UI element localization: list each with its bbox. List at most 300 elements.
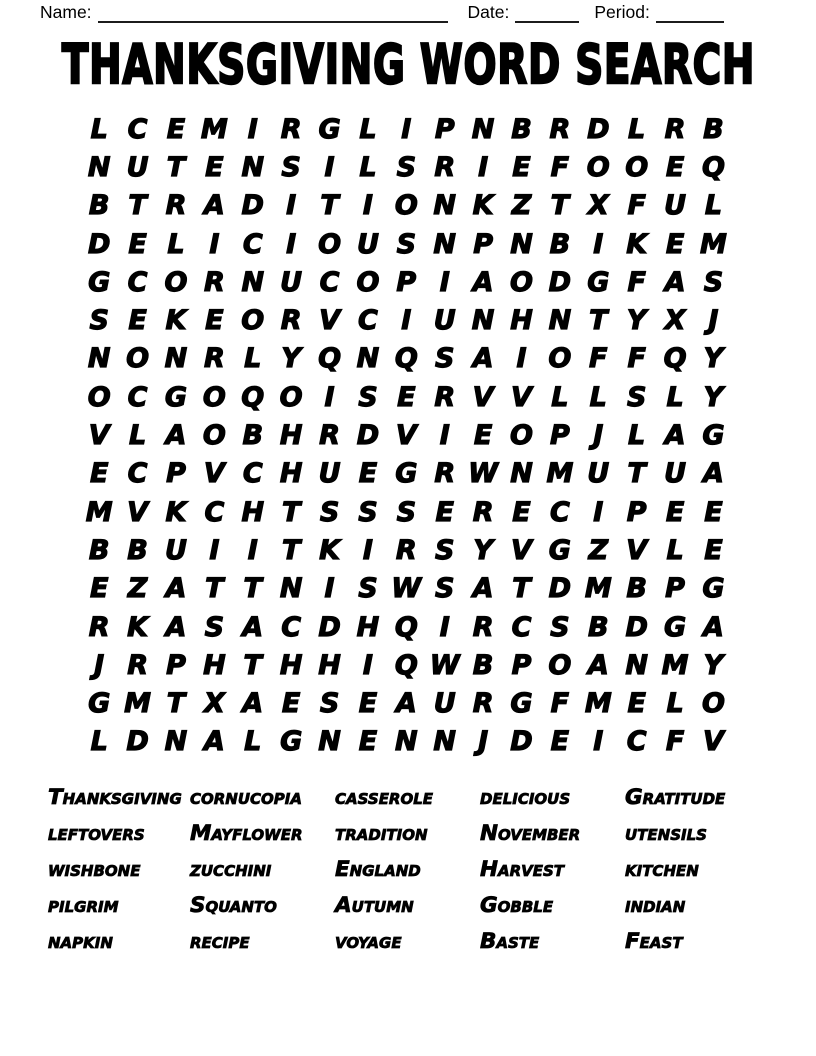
grid-cell: N xyxy=(87,343,111,375)
grid-cell: R xyxy=(472,496,494,528)
grid-cell: B xyxy=(88,190,110,222)
grid-cell: J xyxy=(708,305,719,337)
grid-cell: J xyxy=(593,420,604,452)
grid-cell: I xyxy=(593,496,604,528)
grid-cell: K xyxy=(626,228,648,260)
word-list-item: Autumn xyxy=(335,892,414,918)
grid-cell: E xyxy=(665,151,685,183)
grid-cell: F xyxy=(627,190,646,222)
grid-cell: Y xyxy=(281,343,301,375)
grid-cell: N xyxy=(548,305,572,337)
grid-cell: O xyxy=(241,305,265,337)
grid-cell: L xyxy=(128,420,147,452)
grid-cell: Q xyxy=(241,381,265,413)
grid-cell: O xyxy=(279,381,303,413)
grid-cell: M xyxy=(700,228,727,260)
grid-cell: E xyxy=(358,458,378,490)
grid-cell: U xyxy=(356,228,379,260)
grid-cell: S xyxy=(550,611,570,643)
grid-cell: O xyxy=(625,151,649,183)
grid-cell: A xyxy=(165,420,187,452)
word-list-item: Gratitude xyxy=(625,784,726,810)
grid-cell: I xyxy=(362,534,373,566)
grid-cell: I xyxy=(439,420,450,452)
grid-cell: A xyxy=(664,266,686,298)
word-list-item: casserole xyxy=(335,784,434,810)
grid-cell: D xyxy=(318,611,341,643)
grid-cell: I xyxy=(401,113,412,145)
grid-cell: Q xyxy=(701,151,725,183)
grid-cell: T xyxy=(627,458,646,490)
grid-cell: N xyxy=(433,726,457,758)
word-list-item: leftovers xyxy=(48,820,145,846)
word-list-item: Baste xyxy=(480,928,540,954)
period-label: Period: xyxy=(594,2,650,22)
grid-cell: A xyxy=(203,190,225,222)
grid-cell: E xyxy=(473,420,493,452)
grid-cell: V xyxy=(88,420,110,452)
grid-cell: M xyxy=(584,688,612,720)
grid-cell: H xyxy=(241,496,265,528)
grid-cell: A xyxy=(165,611,187,643)
grid-cell: L xyxy=(628,113,646,145)
grid-cell: T xyxy=(243,573,262,605)
grid-cell: A xyxy=(472,266,494,298)
grid-cell: S xyxy=(319,496,340,528)
grid-cell: N xyxy=(510,228,533,260)
grid-cell: V xyxy=(511,534,532,566)
grid-cell: S xyxy=(358,496,378,528)
grid-cell: R xyxy=(472,611,494,643)
grid-cell: L xyxy=(90,726,108,758)
word-list-item: Harvest xyxy=(480,856,565,882)
grid-cell: R xyxy=(127,649,148,681)
grid-cell: E xyxy=(281,688,301,720)
grid-cell: L xyxy=(628,420,646,452)
grid-cell: O xyxy=(701,688,725,720)
grid-cell: B xyxy=(88,534,110,566)
grid-cell: T xyxy=(320,190,339,222)
grid-cell: Z xyxy=(127,573,148,605)
grid-cell: K xyxy=(165,305,187,337)
grid-cell: V xyxy=(395,420,417,452)
word-list xyxy=(48,779,725,959)
page-title: THANKSGIVING WORD SEARCH xyxy=(61,33,755,96)
grid-cell: V xyxy=(203,458,225,490)
word-list-item: kitchen xyxy=(625,856,699,882)
grid-cell: N xyxy=(164,343,188,375)
grid-cell: C xyxy=(127,381,148,413)
grid-cell: O xyxy=(586,151,610,183)
grid-cell: Q xyxy=(394,611,418,643)
grid-cell: R xyxy=(203,266,225,298)
grid-cell: C xyxy=(626,726,647,758)
grid-cell: O xyxy=(202,420,226,452)
grid-cell: I xyxy=(439,266,450,298)
grid-cell: P xyxy=(166,649,186,681)
grid-cell: B xyxy=(472,649,494,681)
grid-cell: S xyxy=(434,573,455,605)
grid-cell: A xyxy=(587,649,609,681)
grid-cell: T xyxy=(166,688,186,720)
grid-cell: L xyxy=(666,381,684,413)
grid-cell: H xyxy=(279,649,303,681)
grid-cell: H xyxy=(510,305,533,337)
header xyxy=(40,2,732,23)
grid-cell: G xyxy=(164,381,188,413)
grid-cell: B xyxy=(703,113,724,145)
grid-cell: I xyxy=(362,190,373,222)
grid-cell: A xyxy=(664,420,686,452)
grid-cell: S xyxy=(319,688,340,720)
grid-cell: P xyxy=(166,458,186,490)
grid-cell: W xyxy=(468,458,498,490)
grid-cell: S xyxy=(89,305,109,337)
grid-cell: T xyxy=(512,573,531,605)
grid-cell: P xyxy=(549,420,570,452)
word-search-grid xyxy=(80,110,733,761)
word-list-item: cornucopia xyxy=(190,784,302,810)
grid-cell: N xyxy=(510,458,533,490)
grid-cell: E xyxy=(128,228,147,260)
grid-cell: B xyxy=(511,113,532,145)
grid-cell: I xyxy=(247,113,258,145)
grid-cell: A xyxy=(165,573,187,605)
grid-cell: C xyxy=(242,458,263,490)
grid-cell: N xyxy=(87,151,111,183)
word-list-item: delicious xyxy=(480,784,571,810)
grid-cell: H xyxy=(279,458,303,490)
grid-cell: E xyxy=(358,726,378,758)
grid-cell: D xyxy=(87,228,111,260)
grid-cell: S xyxy=(434,534,455,566)
grid-cell: H xyxy=(279,420,303,452)
grid-cell: K xyxy=(165,496,187,528)
grid-cell: I xyxy=(478,151,489,183)
grid-cell: F xyxy=(627,343,646,375)
grid-cell: L xyxy=(666,688,684,720)
grid-cell: E xyxy=(397,381,416,413)
grid-cell: A xyxy=(472,573,494,605)
grid-cell: A xyxy=(702,458,724,490)
grid-cell: J xyxy=(94,649,105,681)
grid-cell: V xyxy=(626,534,648,566)
grid-cell: S xyxy=(204,611,225,643)
grid-cell: L xyxy=(359,113,377,145)
grid-cell: K xyxy=(319,534,340,566)
grid-cell: N xyxy=(471,113,495,145)
grid-cell: L xyxy=(90,113,108,145)
period-blank-line[interactable] xyxy=(656,16,724,23)
grid-cell: B xyxy=(587,611,609,643)
grid-cell: N xyxy=(433,228,457,260)
grid-cell: R xyxy=(280,113,302,145)
grid-cell: T xyxy=(550,190,570,222)
grid-cell: O xyxy=(87,381,111,413)
grid-cell: M xyxy=(200,113,228,145)
grid-cell: U xyxy=(587,458,610,490)
grid-cell: D xyxy=(625,611,648,643)
grid-cell: E xyxy=(665,496,685,528)
grid-cell: I xyxy=(439,611,450,643)
grid-cell: I xyxy=(209,534,220,566)
grid-cell: N xyxy=(241,266,265,298)
word-list-item: napkin xyxy=(48,928,113,954)
grid-cell: G xyxy=(702,573,725,605)
word-list-item: pilgrim xyxy=(48,892,119,918)
grid-cell: I xyxy=(516,343,527,375)
grid-cell: L xyxy=(359,151,377,183)
grid-cell: T xyxy=(128,190,147,222)
grid-cell: O xyxy=(164,266,188,298)
grid-cell: C xyxy=(127,458,148,490)
grid-cell: C xyxy=(281,611,302,643)
grid-cell: Q xyxy=(394,649,418,681)
grid-cell: U xyxy=(126,151,149,183)
grid-cell: L xyxy=(167,228,185,260)
grid-cell: T xyxy=(205,573,224,605)
grid-cell: T xyxy=(281,534,301,566)
grid-cell: D xyxy=(510,726,533,758)
grid-cell: A xyxy=(242,688,264,720)
grid-cell: E xyxy=(89,573,109,605)
grid-cell: P xyxy=(434,113,455,145)
grid-cell: G xyxy=(510,688,533,720)
grid-cell: L xyxy=(244,726,262,758)
grid-cell: Q xyxy=(663,343,687,375)
grid-cell: T xyxy=(243,649,262,681)
word-list-item: zucchini xyxy=(190,856,272,882)
word-list-item: wishbone xyxy=(48,856,141,882)
grid-cell: D xyxy=(356,420,380,452)
grid-cell: C xyxy=(319,266,340,298)
name-blank-line[interactable] xyxy=(98,16,448,23)
grid-cell: A xyxy=(203,726,225,758)
date-label: Date: xyxy=(467,2,510,22)
grid-cell: C xyxy=(358,305,378,337)
date-blank-line[interactable] xyxy=(515,16,579,23)
grid-cell: S xyxy=(626,381,647,413)
grid-cell: S xyxy=(703,266,724,298)
grid-cell: B xyxy=(549,228,571,260)
word-list-item: November xyxy=(480,820,581,846)
grid-cell: F xyxy=(665,726,685,758)
grid-cell: R xyxy=(434,381,456,413)
grid-cell: B xyxy=(242,420,264,452)
grid-cell: Z xyxy=(511,190,532,222)
grid-cell: E xyxy=(166,113,186,145)
grid-cell: M xyxy=(546,458,574,490)
grid-cell: T xyxy=(166,151,186,183)
grid-cell: E xyxy=(512,151,531,183)
grid-cell: T xyxy=(281,496,301,528)
grid-cell: N xyxy=(433,190,457,222)
grid-cell: U xyxy=(664,458,687,490)
word-list-item: England xyxy=(335,856,421,882)
grid-cell: E xyxy=(205,151,224,183)
grid-cell: Y xyxy=(703,381,724,413)
grid-cell: I xyxy=(209,228,220,260)
grid-cell: Y xyxy=(473,534,493,566)
grid-cell: V xyxy=(319,305,340,337)
grid-cell: P xyxy=(396,266,417,298)
grid-cell: U xyxy=(433,688,456,720)
grid-cell: E xyxy=(205,305,224,337)
grid-cell: U xyxy=(433,305,456,337)
grid-cell: U xyxy=(318,458,341,490)
grid-cell: P xyxy=(626,496,647,528)
grid-cell: A xyxy=(702,611,724,643)
grid-cell: N xyxy=(625,649,648,681)
word-list-item: Thanksgiving xyxy=(48,784,182,810)
title-row xyxy=(0,33,816,96)
grid-cell: R xyxy=(395,534,417,566)
grid-cell: U xyxy=(165,534,187,566)
grid-cell: B xyxy=(127,534,148,566)
grid-cell: G xyxy=(88,688,111,720)
grid-cell: O xyxy=(202,381,226,413)
grid-cell: F xyxy=(550,151,570,183)
grid-cell: H xyxy=(203,649,226,681)
grid-cell: J xyxy=(478,726,489,758)
grid-cell: P xyxy=(473,228,493,260)
grid-cell: E xyxy=(627,688,646,720)
grid-cell: E xyxy=(665,228,685,260)
grid-cell: I xyxy=(362,649,373,681)
grid-cell: C xyxy=(549,496,570,528)
grid-cell: S xyxy=(396,496,417,528)
grid-cell: V xyxy=(702,726,724,758)
grid-cell: D xyxy=(548,266,572,298)
word-list-item: Mayflower xyxy=(190,820,303,846)
grid-cell: D xyxy=(126,726,149,758)
grid-cell: I xyxy=(324,573,335,605)
word-list-item: indian xyxy=(625,892,686,918)
grid-cell: E xyxy=(435,496,454,528)
grid-cell: P xyxy=(511,649,532,681)
grid-cell: U xyxy=(664,190,687,222)
word-list-item: utensils xyxy=(625,820,707,846)
grid-cell: B xyxy=(626,573,647,605)
grid-cell: L xyxy=(704,190,723,222)
grid-cell: L xyxy=(666,534,684,566)
grid-cell: L xyxy=(551,381,569,413)
grid-cell: F xyxy=(550,688,570,720)
grid-cell: V xyxy=(127,496,149,528)
grid-cell: V xyxy=(472,381,494,413)
word-list-item: Feast xyxy=(625,928,683,954)
grid-cell: G xyxy=(280,726,303,758)
grid-cell: O xyxy=(510,420,533,452)
word-list-item: recipe xyxy=(190,928,250,954)
grid-cell: F xyxy=(627,266,646,298)
grid-cell: E xyxy=(704,496,723,528)
grid-cell: X xyxy=(587,190,609,222)
grid-cell: R xyxy=(203,343,225,375)
grid-cell: Y xyxy=(703,343,724,375)
grid-cell: R xyxy=(549,113,571,145)
grid-cell: N xyxy=(356,343,380,375)
grid-cell: O xyxy=(510,266,533,298)
grid-cell: X xyxy=(664,305,686,337)
grid-cell: G xyxy=(663,611,687,643)
grid-cell: O xyxy=(548,649,572,681)
grid-cell: I xyxy=(247,534,258,566)
grid-cell: C xyxy=(242,228,263,260)
grid-cell: C xyxy=(127,266,148,298)
grid-cell: N xyxy=(164,726,188,758)
grid-cell: O xyxy=(356,266,380,298)
grid-cell: G xyxy=(587,266,610,298)
grid-cell: G xyxy=(548,534,571,566)
grid-cell: U xyxy=(280,266,303,298)
name-label: Name: xyxy=(40,2,92,22)
grid-cell: E xyxy=(128,305,147,337)
grid-cell: A xyxy=(395,688,417,720)
grid-cell: M xyxy=(85,496,113,528)
word-list-item: tradition xyxy=(335,820,428,846)
grid-cell: R xyxy=(165,190,187,222)
grid-cell: I xyxy=(286,228,297,260)
grid-cell: Q xyxy=(394,343,418,375)
grid-cell: S xyxy=(396,228,417,260)
grid-cell: I xyxy=(401,305,412,337)
grid-cell: G xyxy=(318,113,341,145)
grid-cell: G xyxy=(88,266,111,298)
grid-cell: Y xyxy=(626,305,647,337)
grid-cell: T xyxy=(589,305,608,337)
grid-cell: N xyxy=(395,726,418,758)
grid-cell: L xyxy=(244,343,262,375)
grid-cell: A xyxy=(242,611,264,643)
grid-cell: R xyxy=(319,420,340,452)
grid-cell: G xyxy=(395,458,418,490)
grid-cell: V xyxy=(511,381,532,413)
grid-cell: N xyxy=(279,573,303,605)
grid-cell: I xyxy=(324,151,335,183)
grid-cell: C xyxy=(204,496,225,528)
grid-cell: H xyxy=(318,649,341,681)
grid-cell: O xyxy=(394,190,418,222)
grid-cell: R xyxy=(664,113,686,145)
grid-cell: Z xyxy=(588,534,609,566)
grid-cell: D xyxy=(587,113,610,145)
grid-cell: C xyxy=(511,611,532,643)
grid-cell: W xyxy=(429,649,460,681)
grid-cell: H xyxy=(356,611,380,643)
grid-cell: I xyxy=(324,381,335,413)
grid-cell: O xyxy=(548,343,572,375)
grid-cell: G xyxy=(702,420,725,452)
grid-cell: Q xyxy=(318,343,342,375)
grid-cell: E xyxy=(358,688,378,720)
grid-cell: I xyxy=(593,726,604,758)
grid-cell: R xyxy=(88,611,110,643)
word-list-item: Squanto xyxy=(190,892,277,918)
grid-cell: S xyxy=(358,381,378,413)
grid-cell: K xyxy=(472,190,494,222)
grid-cell: N xyxy=(471,305,495,337)
grid-cell: E xyxy=(89,458,109,490)
grid-cell: E xyxy=(550,726,570,758)
grid-cell: I xyxy=(286,190,297,222)
grid-cell: E xyxy=(512,496,531,528)
grid-cell: R xyxy=(280,305,302,337)
grid-cell: N xyxy=(318,726,341,758)
grid-cell: D xyxy=(548,573,572,605)
grid-cell: N xyxy=(241,151,265,183)
grid-cell: X xyxy=(203,688,225,720)
